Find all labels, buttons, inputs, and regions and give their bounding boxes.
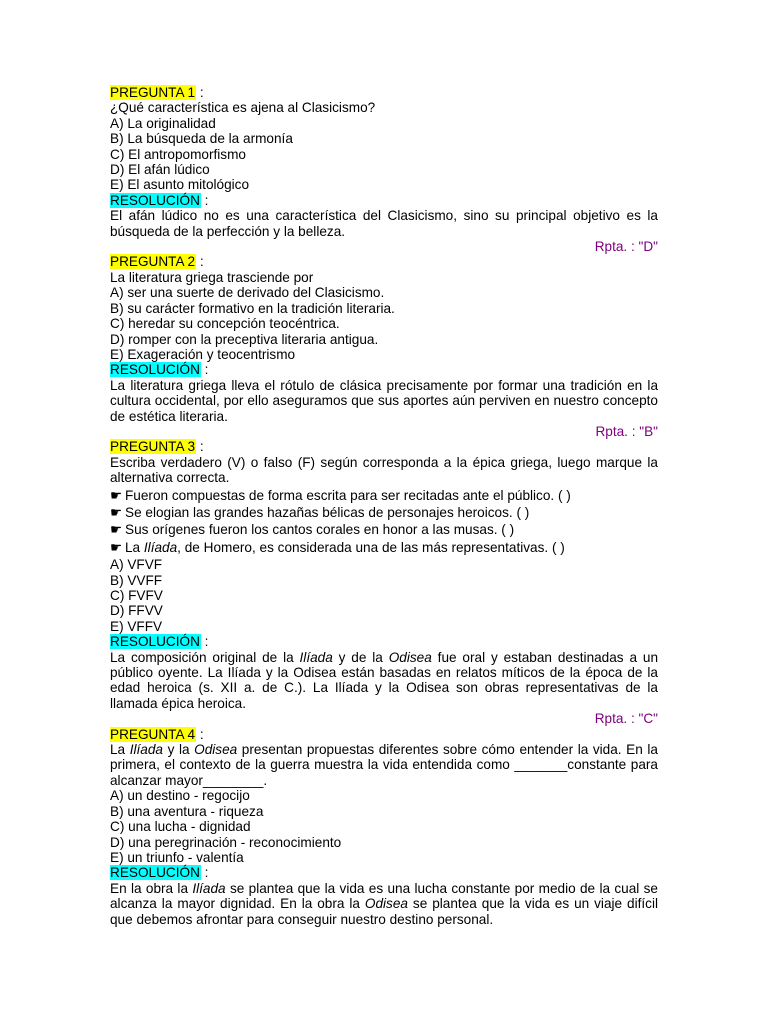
question-prompt: Escriba verdadero (V) o falso (F) según corresponda a la épica griega, luego marque la alternativa correcta. (110, 454, 658, 486)
option-b: B) su carácter formativo en la tradición literaria. (110, 300, 395, 316)
option-c: C) heredar su concepción teocéntrica. (110, 316, 340, 332)
resolution-label: RESOLUCIÓN (110, 192, 200, 208)
question-prompt (110, 742, 658, 788)
statement-1 (110, 488, 658, 503)
option-a: A) ser una suerte de derivado del Clasicismo. (110, 285, 385, 301)
option-e: E) El asunto mitológico (110, 177, 250, 193)
pointing-hand-icon: ☛ (110, 487, 123, 503)
question-prompt: La literatura griega trasciende por (110, 269, 314, 285)
option-b: B) La búsqueda de la armonía (110, 131, 293, 147)
resolution-label: RESOLUCIÓN (110, 865, 200, 881)
option-e: E) VFFV (110, 618, 163, 634)
resolution-heading (110, 634, 658, 649)
option-a: A) La originalidad (110, 115, 216, 131)
resolution-text: El afán lúdico no es una característica del Clasicismo, sino su principal objetivo es la búsqueda de la perfección y la belleza. (110, 208, 658, 239)
statement-text-title: Ilíada (143, 539, 178, 555)
question-3 (110, 439, 658, 726)
resolution-heading (110, 362, 658, 377)
answer-label: Rpta. : "D" (594, 239, 658, 255)
resolution-title-iliada: Ilíada (299, 649, 333, 665)
option-d: D) FFVV (110, 603, 163, 619)
option-a: A) VFVF (110, 557, 163, 573)
resolution-colon: : (204, 634, 209, 650)
resolution-colon: : (204, 192, 209, 208)
resolution-heading (110, 193, 658, 208)
answer-label: Rpta. : "B" (595, 423, 658, 439)
resolution-text-part: En la obra la (110, 880, 193, 896)
option-c: C) FVFV (110, 588, 163, 603)
option-b: B) una aventura - riqueza (110, 803, 264, 819)
resolution-text-part: La composición original de la (110, 649, 300, 665)
resolution-text-part: y de la (332, 649, 389, 665)
option-a: A) un destino - regocijo (110, 788, 250, 804)
resolution-label: RESOLUCIÓN (110, 634, 200, 650)
resolution-colon: : (204, 362, 209, 378)
resolution-heading (110, 865, 658, 880)
resolution-text (110, 650, 658, 712)
option-d: D) romper con la preceptiva literaria antigua. (110, 331, 379, 347)
option-c: C) una lucha - dignidad (110, 819, 251, 835)
prompt-text-part: y la (162, 742, 195, 758)
resolution-text-part: se plantea que la vida es una lucha constante por medio de la cual se alcanza la mayor dignidad. En la obra la (110, 880, 658, 912)
answer-label: Rpta. : "C" (594, 711, 658, 727)
resolution-text-part: fue oral y estaban destinadas a un público oyente. La Ilíada y la Odisea están basadas en relatos míticos de la época de la edad heroica (s. XII a. de C.). La Ilíada y la Odisea son obras representativas de la llamada épica heroica. (110, 649, 659, 711)
resolution-text: La literatura griega lleva el rótulo de clásica precisamente por formar una tradición en la cultura occidental, por ello aseguramos que sus aportes aún perviven en nuestro concepto de estética literaria. (110, 377, 658, 424)
resolution-title-odisea: Odisea (364, 896, 408, 912)
question-heading (110, 439, 658, 454)
resolution-label: RESOLUCIÓN (110, 362, 200, 378)
resolution-text (110, 881, 658, 927)
statement-text-pre: La (125, 539, 144, 555)
pointing-hand-icon: ☛ (110, 539, 123, 555)
resolution-text-part: se plantea que la vida es un viaje difícil que debemos afrontar para conseguir nuestro destino personal. (110, 896, 658, 927)
question-label: PREGUNTA 3 (110, 439, 196, 455)
pointing-hand-icon: ☛ (110, 522, 123, 538)
question-heading (110, 727, 658, 742)
question-colon: : (199, 726, 204, 742)
statement-4 (110, 540, 658, 555)
prompt-title-iliada: Ilíada (129, 742, 163, 758)
question-2 (110, 254, 658, 439)
option-e: E) Exageración y teocentrismo (110, 346, 296, 362)
question-heading (110, 254, 658, 269)
resolution-colon: : (204, 865, 209, 881)
statement-2 (110, 505, 658, 520)
prompt-text-part: La (110, 742, 130, 758)
option-d: D) El afán lúdico (110, 162, 210, 178)
option-b: B) VVFF (110, 572, 163, 588)
question-colon: : (199, 439, 204, 455)
prompt-text-part: presentan propuestas diferentes sobre cómo entender la vida. En la primera, el contexto de la guerra muestra la vida entendida como _______constante para alcanzar mayor________. (110, 742, 658, 788)
statement-text: Fueron compuestas de forma escrita para ser recitadas ante el público. ( ) (125, 487, 571, 503)
question-heading (110, 85, 658, 100)
option-d: D) una peregrinación - reconocimiento (110, 834, 342, 850)
statement-text: Se elogian las grandes hazañas bélicas de personajes heroicos. ( ) (125, 504, 530, 520)
resolution-title-iliada: Ilíada (192, 880, 226, 896)
question-colon: : (199, 85, 204, 100)
question-4 (110, 727, 658, 927)
prompt-title-odisea: Odisea (194, 742, 238, 758)
question-prompt: ¿Qué característica es ajena al Clasicismo? (110, 100, 376, 116)
resolution-title-odisea: Odisea (388, 649, 432, 665)
document-page (110, 85, 658, 927)
option-e: E) un triunfo - valentía (110, 849, 244, 865)
statement-text-post: , de Homero, es considerada una de las más representativas. ( ) (177, 539, 565, 555)
statement-text: Sus orígenes fueron los cantos corales en honor a las musas. ( ) (125, 522, 515, 538)
statement-3 (110, 522, 658, 537)
question-label: PREGUNTA 4 (110, 726, 196, 742)
pointing-hand-icon: ☛ (110, 504, 123, 520)
question-label: PREGUNTA 2 (110, 254, 196, 270)
question-label: PREGUNTA 1 (110, 85, 196, 100)
question-1 (110, 85, 658, 254)
question-colon: : (199, 254, 204, 270)
option-c: C) El antropomorfismo (110, 146, 246, 162)
